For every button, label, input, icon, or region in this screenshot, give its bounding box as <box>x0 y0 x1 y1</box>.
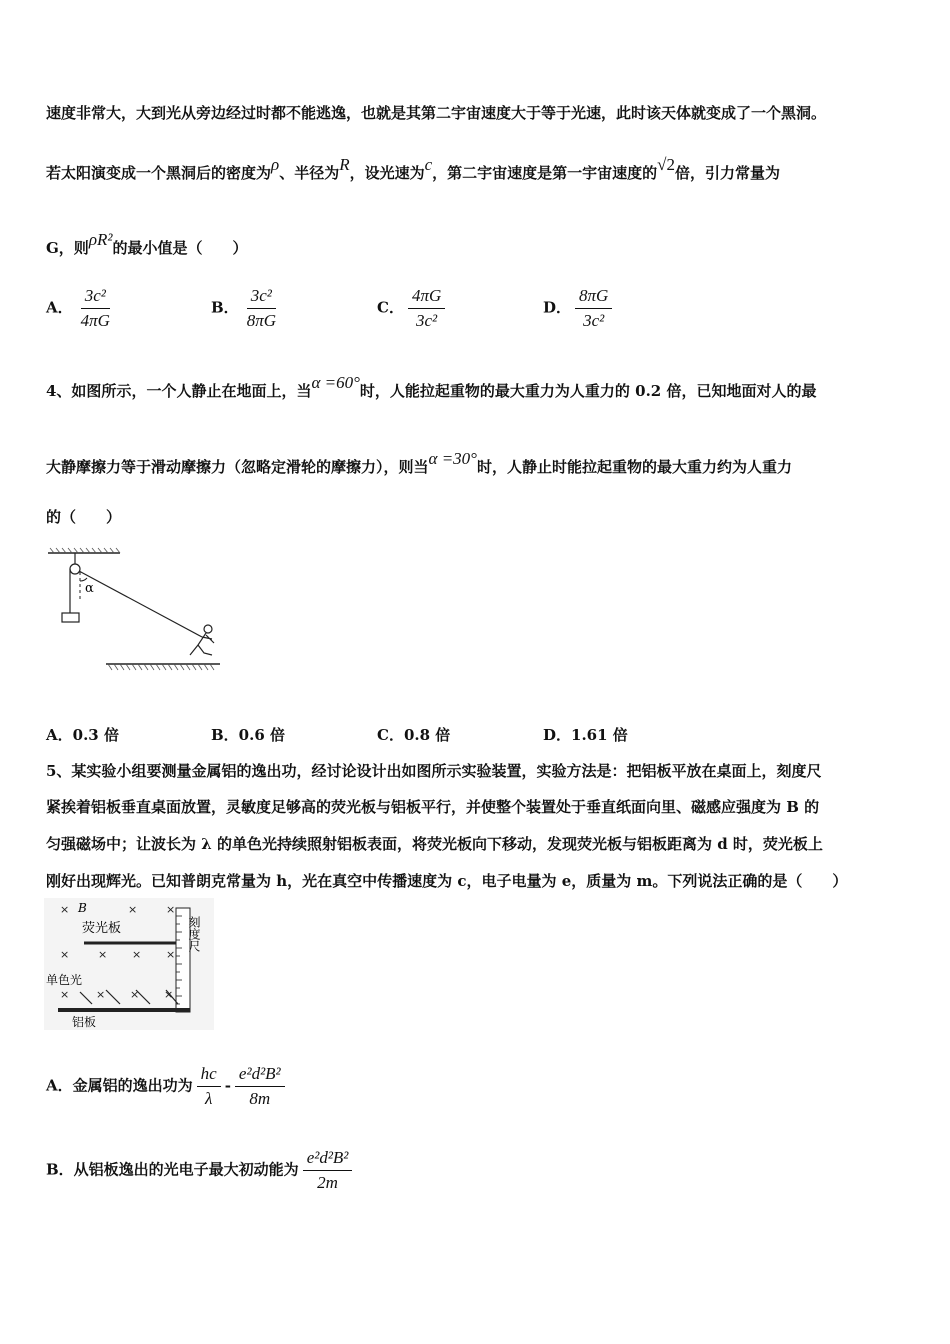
svg-text:×: × <box>130 988 140 1001</box>
q3-option-b[interactable] <box>211 286 284 331</box>
alpha-label: α <box>85 581 94 596</box>
q3-line1: 速度非常大，大到光从旁边经过时都不能逃逸，也就是其第二宇宙速度大于等于光速，此时该天体就变成了一个黑洞。 <box>46 104 827 122</box>
q5-option-b[interactable] <box>46 1148 356 1193</box>
svg-text:×: × <box>60 903 70 916</box>
person-figure <box>190 625 214 655</box>
svg-text:×: × <box>96 988 106 1001</box>
weight-block <box>62 613 79 622</box>
fraction <box>77 286 114 331</box>
svg-text:×: × <box>166 903 176 916</box>
option-label: D． <box>543 298 572 317</box>
numerator: hc <box>197 1064 221 1087</box>
fraction <box>243 286 280 331</box>
q4-option-c[interactable]: C．0.8 倍 <box>377 726 451 744</box>
field-B-label: B <box>78 901 87 915</box>
q5-line2: 紧挨着铝板垂直桌面放置，灵敏度足够高的荧光板与铝板平行，并使整个装置处于垂直纸面向里、磁感应强度为 B 的 <box>46 798 820 816</box>
q3-option-c[interactable] <box>377 286 449 331</box>
svg-text:×: × <box>60 948 70 961</box>
light-label: 单色光 <box>46 973 83 987</box>
denominator: 8m <box>249 1089 271 1108</box>
numerator: 3c² <box>81 286 110 309</box>
plate-label: 铝板 <box>72 1015 97 1029</box>
numerator: e²d²B² <box>303 1148 353 1171</box>
option-label: C． <box>377 298 404 317</box>
svg-text:×: × <box>166 948 176 961</box>
fraction-e2d2B2-8m <box>235 1064 285 1109</box>
option-b-label: B．从铝板逸出的光电子最大初动能为 <box>46 1160 299 1179</box>
q3-line2-d: ，第二宇宙速度是第一宇宙速度的 <box>432 164 658 182</box>
fluorescent-label: 荧光板 <box>82 921 122 936</box>
q4-line2-b: 时，人静止时能拉起重物的最大重力约为人重力 <box>476 458 792 476</box>
svg-text:×: × <box>98 948 108 961</box>
numerator: 3c² <box>247 286 276 309</box>
fraction-hc-lambda <box>197 1064 221 1109</box>
svg-text:×: × <box>60 988 70 1001</box>
q3-line2-e: 倍，引力常量为 <box>675 164 781 182</box>
q4-option-b[interactable]: B．0.6 倍 <box>211 726 285 744</box>
ruler-label: 刻度尺 <box>187 916 201 952</box>
fraction <box>408 286 445 331</box>
q4-line1-a: 4、如图所示，一个人静止在地面上，当 <box>46 382 312 400</box>
option-label: B． <box>211 298 239 317</box>
q3-option-d[interactable] <box>543 286 616 331</box>
q3-line3-b: 的最小值是（ ） <box>112 239 248 257</box>
q4-line3: 的（ ） <box>46 508 122 526</box>
svg-text:×: × <box>164 988 174 1001</box>
denominator: 3c² <box>416 311 438 330</box>
q4-line2-a: 大静摩擦力等于滑动摩擦力（忽略定滑轮的摩擦力），则当 <box>46 458 429 476</box>
symbol-alpha-30: α =30° <box>428 449 477 468</box>
denominator: λ <box>204 1089 213 1108</box>
minus-sign: - <box>224 1076 231 1095</box>
symbol-R: R <box>339 155 350 174</box>
numerator: 8πG <box>575 286 612 309</box>
symbol-rhoR2: ρR² <box>88 230 113 249</box>
symbol-rho: ρ <box>271 155 280 174</box>
svg-text:×: × <box>128 903 138 916</box>
denominator: 2m <box>317 1173 338 1192</box>
q3-option-a[interactable] <box>46 286 118 331</box>
q4-option-d[interactable]: D．1.61 倍 <box>543 726 628 744</box>
denominator: 8πG <box>246 311 276 330</box>
option-a-label: A．金属铝的逸出功为 <box>46 1076 193 1095</box>
pulley-figure <box>44 545 229 677</box>
option-label: A． <box>46 298 73 317</box>
q3-line2-c: ，设光速为 <box>349 164 425 182</box>
q4-line1 <box>46 373 817 401</box>
q3-line2 <box>46 155 781 183</box>
q4-option-a[interactable]: A．0.3 倍 <box>46 726 119 744</box>
q3-line3-a: G，则 <box>46 239 89 257</box>
q3-line2-a: 若太阳演变成一个黑洞后的密度为 <box>46 164 272 182</box>
symbol-alpha-60: α =60° <box>311 373 360 392</box>
q4-line1-b: 时，人能拉起重物的最大重力为人重力的 0.2 倍，已知地面对人的最 <box>359 382 817 400</box>
denominator: 4πG <box>80 311 110 330</box>
q3-line3 <box>46 230 248 258</box>
fraction-e2d2B2-2m <box>303 1148 353 1193</box>
symbol-sqrt2: √2 <box>657 155 676 174</box>
q4-line2 <box>46 449 792 477</box>
q5-line3: 匀强磁场中；让波长为 λ 的单色光持续照射铝板表面，将荧光板向下移动，发现荧光板与铝板距离为 d 时，荧光板上 <box>46 835 823 853</box>
numerator: e²d²B² <box>235 1064 285 1087</box>
pulley-wheel <box>70 564 80 574</box>
photoelectric-figure <box>44 898 214 1030</box>
slanted-rope <box>79 571 202 637</box>
denominator: 3c² <box>583 311 605 330</box>
symbol-c: c <box>424 155 433 174</box>
ground-hatch <box>108 664 214 670</box>
q3-line2-b: 、半径为 <box>279 164 340 182</box>
svg-text:×: × <box>132 948 142 961</box>
fraction <box>575 286 612 331</box>
q5-line1: 5、某实验小组要测量金属铝的逸出功，经讨论设计出如图所示实验装置，实验方法是：把铝板平放在桌面上，刻度尺 <box>46 762 822 780</box>
numerator: 4πG <box>408 286 445 309</box>
q5-line4: 刚好出现辉光。已知普朗克常量为 h，光在真空中传播速度为 c，电子电量为 e，质量为 m。下列说法正确的是（ ） <box>46 872 848 890</box>
q5-option-a[interactable] <box>46 1064 289 1109</box>
